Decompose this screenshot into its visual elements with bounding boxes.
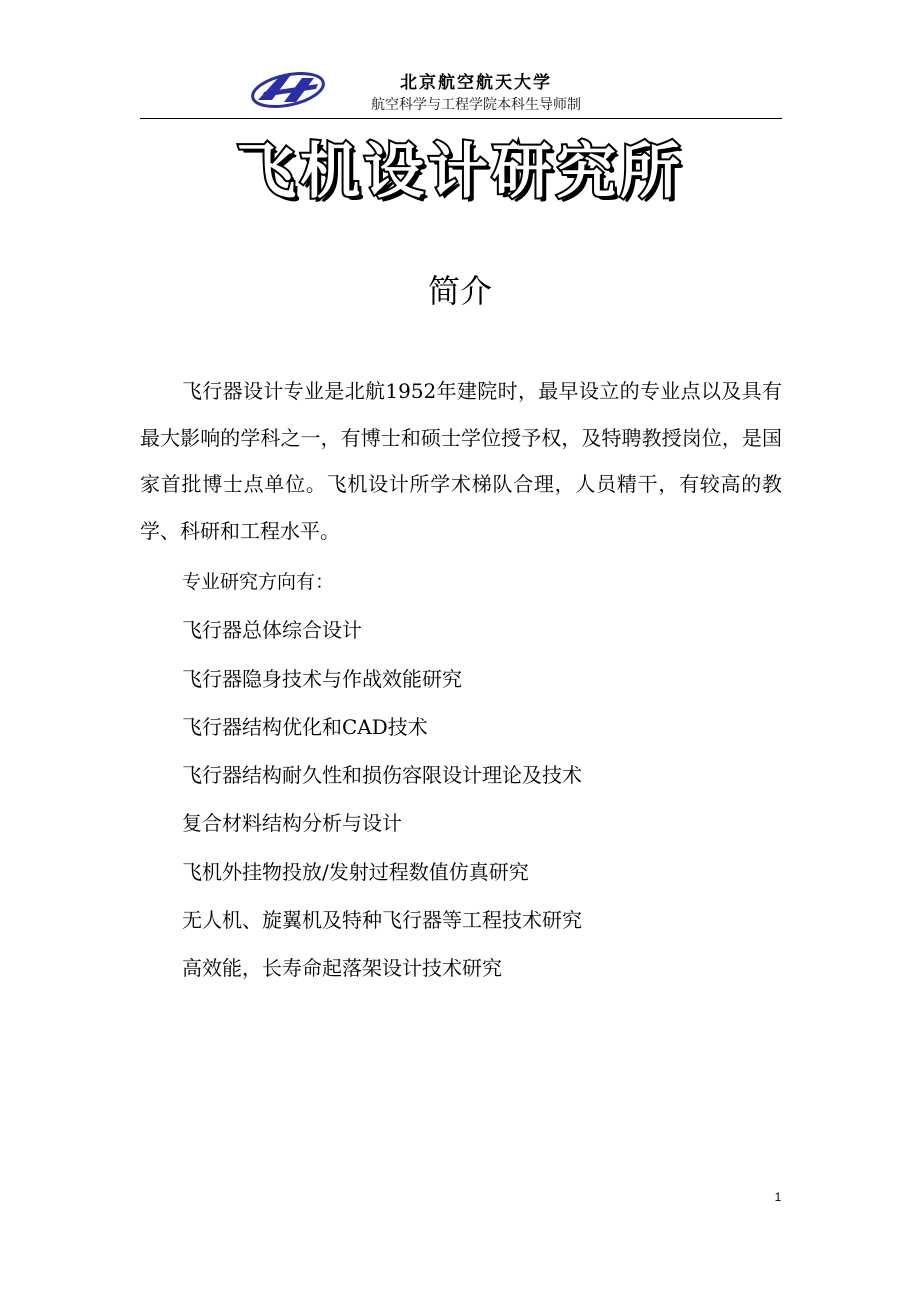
school-name: 航空科学与工程学院本科生导师制 xyxy=(371,97,581,113)
list-item: 飞行器隐身技术与作战效能研究 xyxy=(182,666,462,691)
document-title: 飞机设计研究所 xyxy=(236,137,684,207)
page-number: 1 xyxy=(774,1190,782,1204)
list-item: 无人机、旋翼机及特种飞行器等工程技术研究 xyxy=(182,908,582,933)
list-item: 飞机外挂物投放/发射过程数值仿真研究 xyxy=(182,859,529,884)
header-rule xyxy=(140,118,782,119)
list-item: 复合材料结构分析与设计 xyxy=(182,811,402,836)
research-directions-list xyxy=(182,558,782,993)
intro-paragraph: 飞行器设计专业是北航1952年建院时，最早设立的专业点以及具有最大影响的学科之一，有博士和硕士学位授予权，及特聘教授岗位，是国家首批博士点单位。飞机设计所学术梯队合理，人员精干，有较高的教学、科研和工程水平。 xyxy=(140,379,782,543)
list-item: 飞行器总体综合设计 xyxy=(182,618,362,643)
list-item: 飞行器结构耐久性和损伤容限设计理论及技术 xyxy=(182,763,582,788)
section-title: 简介 xyxy=(427,272,492,310)
list-item: 高效能，长寿命起落架设计技术研究 xyxy=(182,956,502,981)
directions-label: 专业研究方向有： xyxy=(182,571,335,593)
list-item: 飞行器结构优化和CAD技术 xyxy=(182,714,428,739)
university-logo xyxy=(250,70,326,110)
page-header xyxy=(140,68,782,120)
university-name: 北京航空航天大学 xyxy=(400,73,552,93)
